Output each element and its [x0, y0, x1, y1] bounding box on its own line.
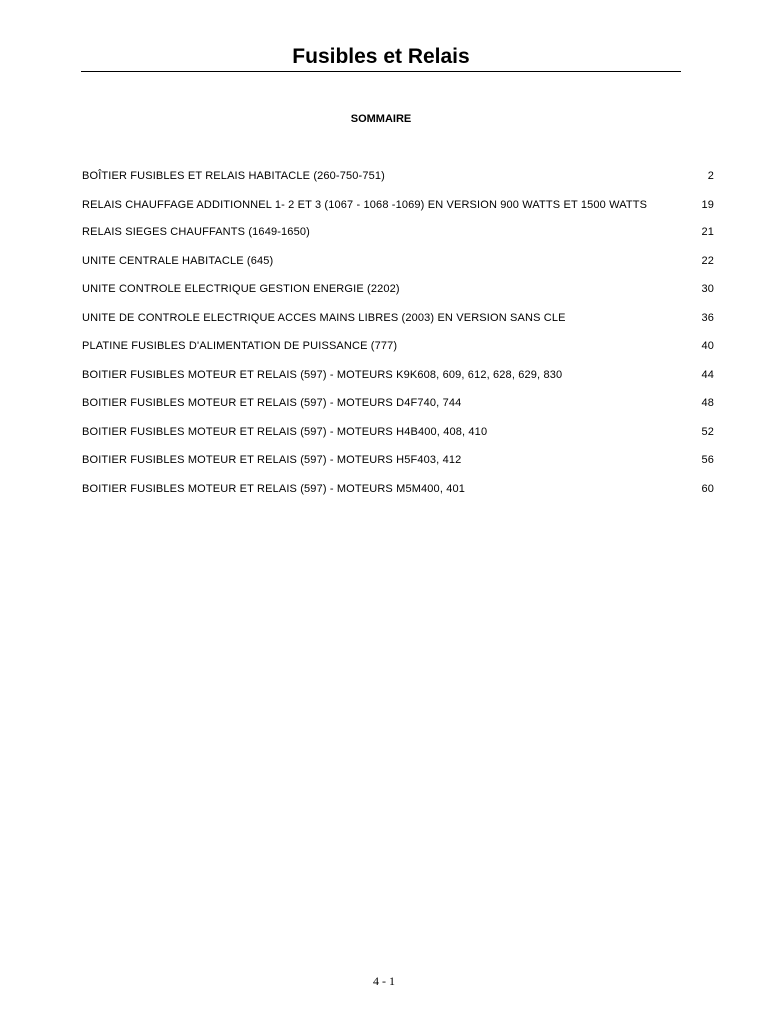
toc-entry[interactable]	[82, 451, 714, 470]
toc-entry-page: 40	[701, 340, 714, 352]
toc-entry-page: 56	[701, 454, 714, 466]
toc-entry-page: 30	[701, 283, 714, 295]
toc-entry-label: UNITE CENTRALE HABITACLE (645)	[82, 254, 274, 267]
toc-entry-page: 44	[701, 368, 714, 381]
toc-entry-label: RELAIS SIEGES CHAUFFANTS (1649-1650)	[82, 226, 310, 238]
toc-entry-page: 52	[701, 425, 714, 438]
toc-entry-page: 22	[701, 254, 714, 267]
toc-entry[interactable]	[82, 366, 714, 385]
toc-entry-page: 19	[701, 198, 714, 211]
toc-entry-label: PLATINE FUSIBLES D'ALIMENTATION DE PUISSANCE (777)	[82, 340, 398, 352]
toc-entry-page: 48	[701, 397, 714, 409]
page-number: 4 - 1	[373, 974, 395, 988]
toc-entry[interactable]	[82, 196, 714, 215]
toc-entry-page: 60	[701, 482, 714, 495]
toc-entry[interactable]	[82, 480, 714, 499]
toc-entry[interactable]	[82, 337, 714, 356]
summary-heading: SOMMAIRE	[350, 113, 412, 125]
table-of-contents	[82, 167, 714, 499]
toc-entry-label: BOITIER FUSIBLES MOTEUR ET RELAIS (597) - MOTEURS H5F403, 412	[82, 454, 462, 466]
toc-entry-label: UNITE DE CONTROLE ELECTRIQUE ACCES MAINS LIBRES (2003) EN VERSION SANS CLE	[82, 311, 566, 324]
toc-entry-page: 36	[701, 311, 714, 324]
toc-entry[interactable]	[82, 423, 714, 442]
toc-entry[interactable]	[82, 394, 714, 413]
title-divider	[81, 71, 681, 72]
toc-entry[interactable]	[82, 280, 714, 299]
toc-entry[interactable]	[82, 309, 714, 328]
toc-entry-label: BOITIER FUSIBLES MOTEUR ET RELAIS (597) - MOTEURS M5M400, 401	[82, 482, 466, 495]
toc-entry-label: BOÎTIER FUSIBLES ET RELAIS HABITACLE (260-750-751)	[82, 170, 385, 182]
toc-entry-label: RELAIS CHAUFFAGE ADDITIONNEL 1- 2 ET 3 (1067 - 1068 -1069) EN VERSION 900 WATTS ET 1500 WATTS	[82, 198, 648, 211]
toc-entry[interactable]	[82, 223, 714, 242]
toc-entry-label: BOITIER FUSIBLES MOTEUR ET RELAIS (597) - MOTEURS K9K608, 609, 612, 628, 629, 830	[82, 368, 563, 381]
toc-entry-label: BOITIER FUSIBLES MOTEUR ET RELAIS (597) - MOTEURS D4F740, 744	[82, 397, 462, 409]
toc-entry-page: 21	[701, 226, 714, 238]
toc-entry[interactable]	[82, 252, 714, 271]
toc-entry-label: UNITE CONTROLE ELECTRIQUE GESTION ENERGIE (2202)	[82, 283, 400, 295]
toc-entry-label: BOITIER FUSIBLES MOTEUR ET RELAIS (597) - MOTEURS H4B400, 408, 410	[82, 425, 488, 438]
toc-entry-page: 2	[707, 170, 714, 182]
page-title: Fusibles et Relais	[292, 45, 470, 68]
toc-entry[interactable]	[82, 167, 714, 186]
